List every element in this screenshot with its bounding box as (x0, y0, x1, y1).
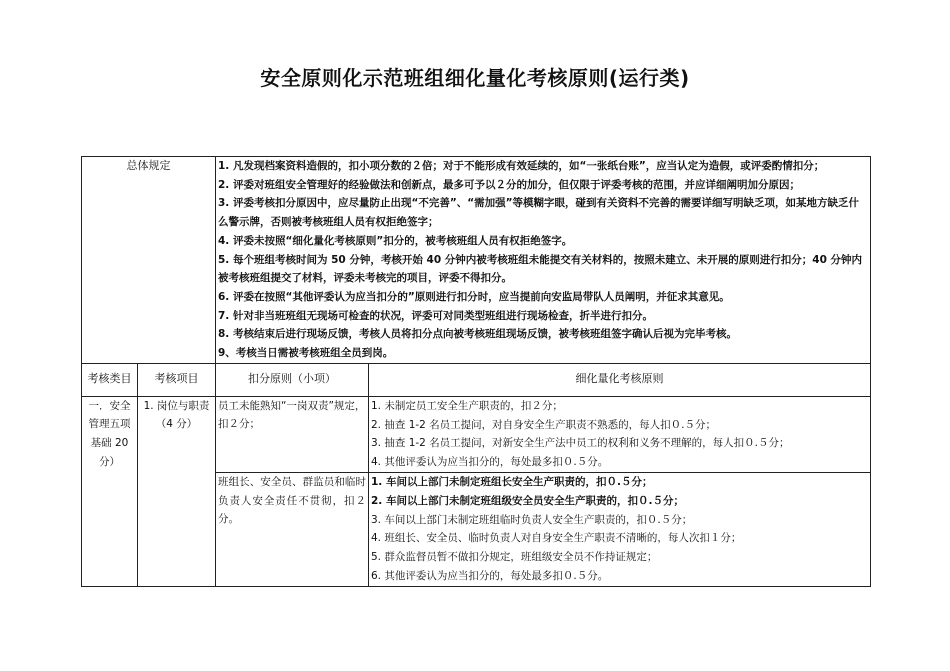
general-rules-label: 总体规定 (82, 157, 216, 364)
header-item: 考核项目 (138, 363, 216, 396)
detail-line: 5. 群众监督员暂不做扣分规定，班组级安全员不作持证规定； (371, 551, 658, 564)
header-details: 细化量化考核原则 (369, 363, 871, 396)
criterion-cell: 员工未能熟知“一岗双责”规定，扣２分； (216, 396, 369, 472)
category-cell: 一．安全管理五项基础 20 分） (82, 396, 138, 586)
details-cell (369, 396, 871, 472)
detail-line: 2. 抽查 1-2 名员工提问，对自身安全生产职责不熟悉的，每人扣０.５分； (371, 418, 717, 431)
general-rule: 6. 评委在按照“其他评委认为应当扣分的”原则进行扣分时，应当提前向安监局带队人员阐明，并征求其意见。 (218, 290, 730, 303)
detail-line: 1. 车间以上部门未制定班组长安全生产职责的，扣０.５分； (371, 475, 653, 488)
detail-line: 4. 其他评委认为应当扣分的，每处最多扣０.５分。 (371, 456, 609, 469)
criterion-cell: 班组长、安全员、群监员和临时负责人安全责任不贯彻，扣２分。 (216, 472, 369, 586)
general-rule: 4. 评委未按照“细化量化考核原则”扣分的，被考核班组人员有权拒绝签字。 (218, 234, 573, 247)
item-cell: 1. 岗位与职责（4 分） (138, 396, 216, 586)
detail-line: 3. 抽查 1-2 名员工提问，对新安全生产法中员工的权利和义务不理解的，每人扣０.５分； (371, 437, 790, 450)
document-title: 安全原则化示范班组细化量化考核原则(运行类) (260, 66, 690, 90)
general-rule: 8. 考核结束后进行现场反馈，考核人员将扣分点向被考核班组现场反馈，被考核班组签字确认后视为完毕考核。 (218, 328, 737, 341)
header-criteria: 扣分原则（小项） (216, 363, 369, 396)
general-rule: 3. 评委考核扣分原因中，应尽量防止出现“不完善”、“需加强”等模糊字眼，碰到有关资料不完善的需要详细写明缺乏项，如某地方缺乏什么警示牌，否则被考核班组人员有权拒绝签字； (218, 197, 860, 229)
general-rules-list (216, 157, 871, 364)
general-rules-row (82, 157, 871, 364)
table-header-row (82, 363, 871, 396)
detail-line: 1. 未制定员工安全生产职责的，扣２分； (371, 399, 563, 412)
detail-line: 3. 车间以上部门未制定班组临时负责人安全生产职责的，扣０.５分； (371, 513, 693, 526)
detail-line: 2. 车间以上部门未制定班组级安全员安全生产职责的，扣０.５分； (371, 494, 684, 507)
detail-line: 6. 其他评委认为应当扣分的，每处最多扣０.５分。 (371, 569, 609, 582)
general-rule: 5. 每个班组考核时间为 50 分钟，考核开始 40 分钟内被考核班组未能提交有关材料的，按照未建立、未开展的原则进行扣分；40 分钟内被考核班组提交了材料，评委未考核完的项目，评委不得扣分。 (218, 253, 863, 285)
detail-line: 4. 班组长、安全员、临时负责人对自身安全生产职责不清晰的，每人次扣１分； (371, 532, 742, 545)
general-rule: 7. 针对非当班班组无现场可检查的状况，评委可对同类型班组进行现场检查，折半进行扣分。 (218, 309, 653, 322)
assessment-table (81, 156, 871, 587)
table-row (82, 396, 871, 472)
general-rule: 9、考核当日需被考核班组全员到岗。 (218, 347, 394, 360)
header-category: 考核类目 (82, 363, 138, 396)
details-cell (369, 472, 871, 586)
general-rule: 1. 凡发现档案资料造假的，扣小项分数的２倍；对于不能形成有效延续的，如“一张纸台账”，应当认定为造假，或评委酌情扣分； (218, 160, 825, 172)
general-rule: 2. 评委对班组安全管理好的经验做法和创新点，最多可予以２分的加分，但仅限于评委考核的范围，并应详细阐明加分原因； (218, 178, 800, 191)
